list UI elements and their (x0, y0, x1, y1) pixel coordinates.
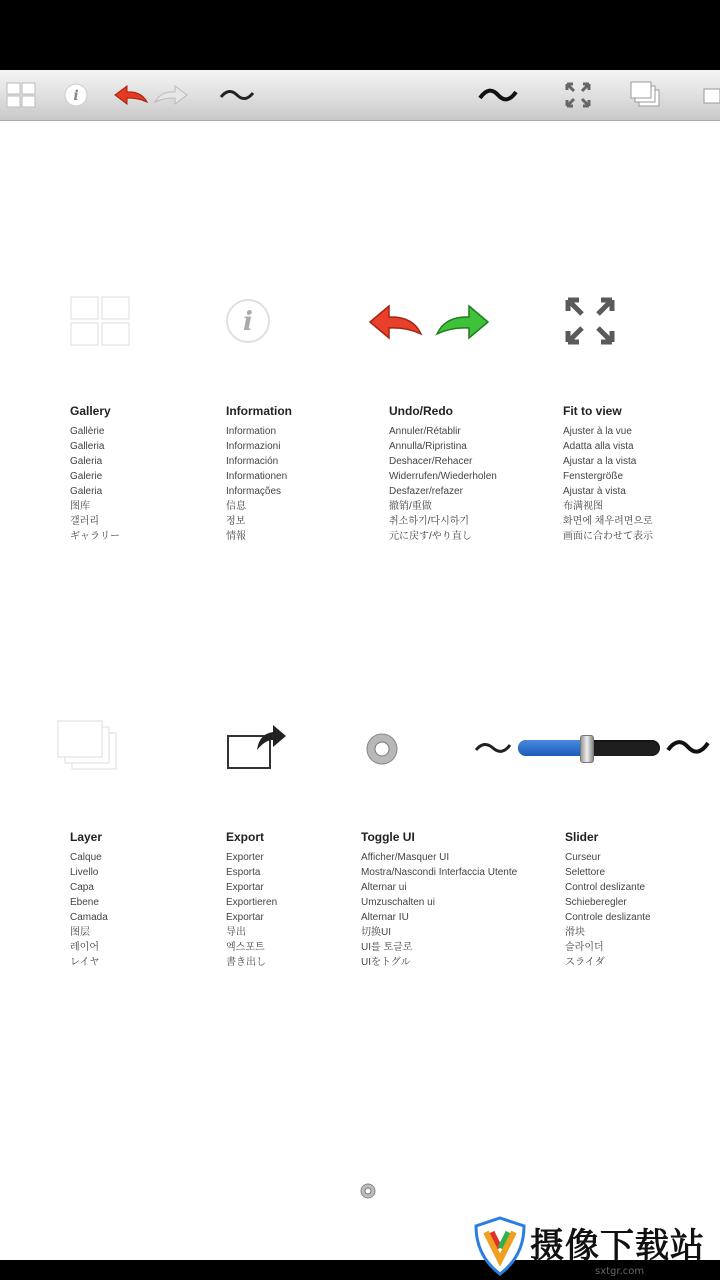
legend-translation: Gallèrie (70, 426, 105, 437)
legend-translation: Annuler/Rétablir (389, 426, 461, 437)
legend-title: Undo/Redo (389, 404, 453, 418)
legend-translation: 레이어 (70, 942, 99, 953)
legend-title: Slider (565, 830, 599, 844)
watermark-url: sxtgr.com (595, 1266, 645, 1277)
legend-translation: Schieberegler (565, 897, 627, 908)
export-icon (222, 719, 290, 775)
legend-translation: 엑스포트 (226, 942, 265, 953)
undo-icon (366, 299, 426, 345)
legend-translation: Galeria (70, 456, 103, 467)
legend-translation: 화면에 채우려면으로 (563, 516, 653, 527)
legend-translation: Capa (70, 882, 94, 893)
legend-translation: Esporta (226, 867, 261, 878)
legend-translation: Annulla/Ripristina (389, 441, 467, 452)
legend-translation: Alternar IU (361, 912, 409, 923)
tilde-large-icon (474, 70, 522, 120)
fit-to-view-icon (564, 81, 592, 109)
slider-demo (518, 740, 660, 756)
legend-translation: 취소하기/다시하기 (389, 516, 470, 527)
legend-translation: Afficher/Masquer UI (361, 852, 450, 863)
legend-translation: Calque (70, 852, 102, 863)
legend-translation: Controle deslizante (565, 912, 651, 923)
toggle-ui-icon (362, 729, 402, 769)
legend-translation: Exporter (226, 852, 264, 863)
status-bar (0, 0, 720, 70)
layer-icon (52, 715, 122, 777)
legend-translation: 撤销/重做 (389, 501, 432, 512)
legend-translation: Desfazer/refazer (389, 486, 463, 497)
legend-translation: Widerrufen/Wiederholen (389, 471, 497, 482)
legend-translation: Galleria (70, 441, 105, 452)
legend-translation: 書き出し (226, 957, 266, 968)
legend-translation: 画面に合わせて表示 (563, 531, 653, 542)
tilde-small-icon (470, 733, 516, 763)
legend-information (226, 404, 292, 544)
legend-translation: 갤러리 (70, 516, 99, 527)
toggle-ui-button[interactable] (358, 1181, 378, 1201)
legend-translation: スライダ (565, 957, 605, 968)
legend-translation: Galerie (70, 471, 103, 482)
legend-translation: 슬라이더 (565, 942, 604, 953)
legend-translation: Exportar (226, 912, 264, 923)
fit-to-view-button[interactable] (560, 70, 596, 120)
legend-translation: 图层 (70, 927, 90, 938)
export-button[interactable] (700, 70, 720, 120)
gallery-icon (64, 291, 134, 351)
legend-translation: Información (226, 456, 279, 467)
undo-icon (113, 83, 149, 107)
undo-button[interactable] (112, 70, 150, 120)
legend-translation: ギャラリー (70, 531, 120, 542)
legend-translation: Exportar (226, 882, 264, 893)
legend-translation: Selettore (565, 867, 606, 878)
legend-translation: Informações (226, 486, 282, 497)
legend-translation: レイヤ (70, 957, 100, 968)
legend-translation: UI를 토글로 (361, 942, 413, 953)
layer-icon (630, 81, 662, 109)
slider-thumb (580, 735, 594, 763)
legend-translation: Ebene (70, 897, 99, 908)
toolbar (0, 70, 720, 121)
tilde-small-icon (214, 70, 260, 120)
svg-text:i: i (243, 307, 253, 337)
legend-translation: Ajuster à la vue (563, 426, 632, 437)
legend-translation: Ajustar à vista (563, 486, 626, 497)
legend-toggle-ui (361, 830, 517, 970)
legend-translation: Deshacer/Rehacer (389, 456, 473, 467)
redo-icon (432, 299, 492, 345)
info-icon (220, 293, 276, 349)
legend-slider (565, 830, 651, 970)
legend-title: Export (226, 830, 265, 844)
help-overlay[interactable] (0, 121, 720, 1260)
shield-logo-icon (472, 1216, 528, 1276)
legend-translation: Adatta alla vista (563, 441, 634, 452)
legend-translation: Alternar ui (361, 882, 407, 893)
legend-translation: Exportieren (226, 897, 278, 908)
export-icon (700, 83, 720, 107)
redo-icon (153, 83, 189, 107)
legend-translation: Camada (70, 912, 108, 923)
legend-export (226, 830, 277, 970)
redo-button[interactable] (152, 70, 190, 120)
legend-translation: 布满视图 (563, 501, 603, 512)
gallery-icon (6, 82, 36, 108)
watermark-text: 摄像下载站 (530, 1226, 705, 1266)
legend-title: Toggle UI (361, 830, 415, 844)
info-button[interactable] (60, 70, 92, 120)
layer-button[interactable] (628, 70, 664, 120)
legend-translation: Mostra/Nascondi Interfaccia Utente (361, 867, 518, 878)
legend-translation: 图库 (70, 501, 90, 512)
legend-translation: Umzuschalten ui (361, 897, 435, 908)
legend-translation: 切换UI (361, 927, 391, 938)
legend-gallery (70, 404, 120, 544)
legend-translation: 信息 (226, 501, 246, 512)
legend-translation: UIをトグル (361, 957, 411, 968)
legend-translation: Ajustar a la vista (563, 456, 637, 467)
legend-translation: Information (226, 426, 277, 437)
svg-text:i: i (73, 88, 79, 104)
legend-translation: Informazioni (226, 441, 281, 452)
legend-translation: Livello (70, 867, 99, 878)
gallery-button[interactable] (4, 70, 38, 120)
legend-title: Gallery (70, 404, 111, 418)
legend-undo-redo (389, 404, 497, 544)
legend-translation: 정보 (226, 516, 246, 527)
fit-to-view-icon (558, 293, 622, 349)
info-icon (64, 83, 88, 107)
legend-title: Information (226, 404, 292, 418)
legend-translation: 元に戻す/やり直し (389, 531, 472, 542)
legend-translation: 导出 (226, 927, 246, 938)
legend-translation: Galeria (70, 486, 103, 497)
legend-translation: 滑块 (565, 927, 585, 938)
legend-translation: 情報 (226, 531, 246, 542)
legend-fit-to-view (563, 404, 653, 544)
legend-translation: Curseur (565, 852, 601, 863)
toggle-ui-icon (360, 1183, 376, 1199)
legend-translation: Informationen (226, 471, 288, 482)
legend-translation: Control deslizante (565, 882, 646, 893)
legend-layer (70, 830, 108, 970)
legend-title: Layer (70, 830, 103, 844)
legend-title: Fit to view (563, 404, 622, 418)
legend-translation: Fenstergröße (563, 471, 624, 482)
watermark (470, 1212, 720, 1280)
tilde-large-icon (662, 729, 714, 765)
